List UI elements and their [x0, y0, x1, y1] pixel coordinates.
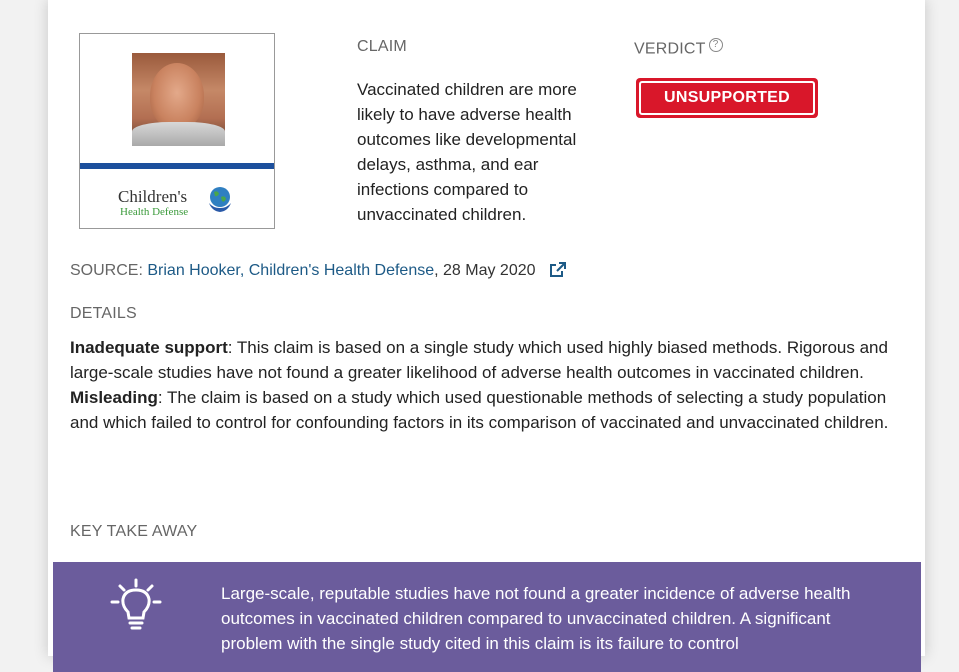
- speaker-photo: [132, 53, 225, 146]
- key-take-away-text: Large-scale, reputable studies have not found a greater incidence of adverse health outcomes in vaccinated children compared to unvaccinated children. A significant problem with the single study cited in this claim is its failure to control: [221, 584, 851, 653]
- details-label: DETAILS: [70, 305, 137, 322]
- source-author-link[interactable]: Brian Hooker: [147, 262, 240, 279]
- source-organization-link[interactable]: Children's Health Defense: [248, 262, 435, 279]
- source-date: 28 May 2020: [443, 262, 536, 279]
- detail-text: : This claim is based on a single study which used highly biased methods. Rigorous and large-scale studies have not found a greater likelihood of adverse health outcomes in vaccinated children.: [70, 338, 888, 382]
- globe-icon: [207, 185, 233, 215]
- help-icon[interactable]: ?: [709, 38, 723, 52]
- verdict-value: UNSUPPORTED: [639, 81, 815, 115]
- claim-text: Vaccinated children are more likely to have adverse health outcomes like developmental delays, asthma, and ear infections compared to unvaccinated children.: [357, 80, 577, 224]
- childrens-health-defense-logo: [118, 184, 238, 220]
- details-body: [70, 335, 890, 435]
- verdict-label-text: VERDICT: [634, 40, 706, 58]
- external-link-icon[interactable]: [550, 262, 566, 277]
- verdict-badge: [636, 78, 818, 118]
- lightbulb-icon: [108, 578, 164, 634]
- detail-title: Misleading: [70, 388, 158, 407]
- source-thumbnail[interactable]: [79, 33, 275, 229]
- source-label: SOURCE:: [70, 262, 143, 279]
- verdict-label: [634, 38, 723, 58]
- claim-label: CLAIM: [357, 38, 407, 55]
- detail-text: : The claim is based on a study which used questionable methods of selecting a study population and which failed to control for confounding factors in its comparison of vaccinated and unvaccinated children.: [70, 388, 889, 432]
- detail-item: [70, 385, 890, 435]
- detail-title: Inadequate support: [70, 338, 228, 357]
- key-take-away-label: KEY TAKE AWAY: [70, 523, 198, 540]
- thumbnail-divider: [80, 163, 274, 169]
- source-line: SOURCE: Brian Hooker, Children's Health Defense, 28 May 2020: [70, 262, 566, 280]
- detail-item: [70, 335, 890, 385]
- logo-line2: Health Defense: [120, 206, 189, 218]
- logo-line1: Children's: [118, 187, 188, 206]
